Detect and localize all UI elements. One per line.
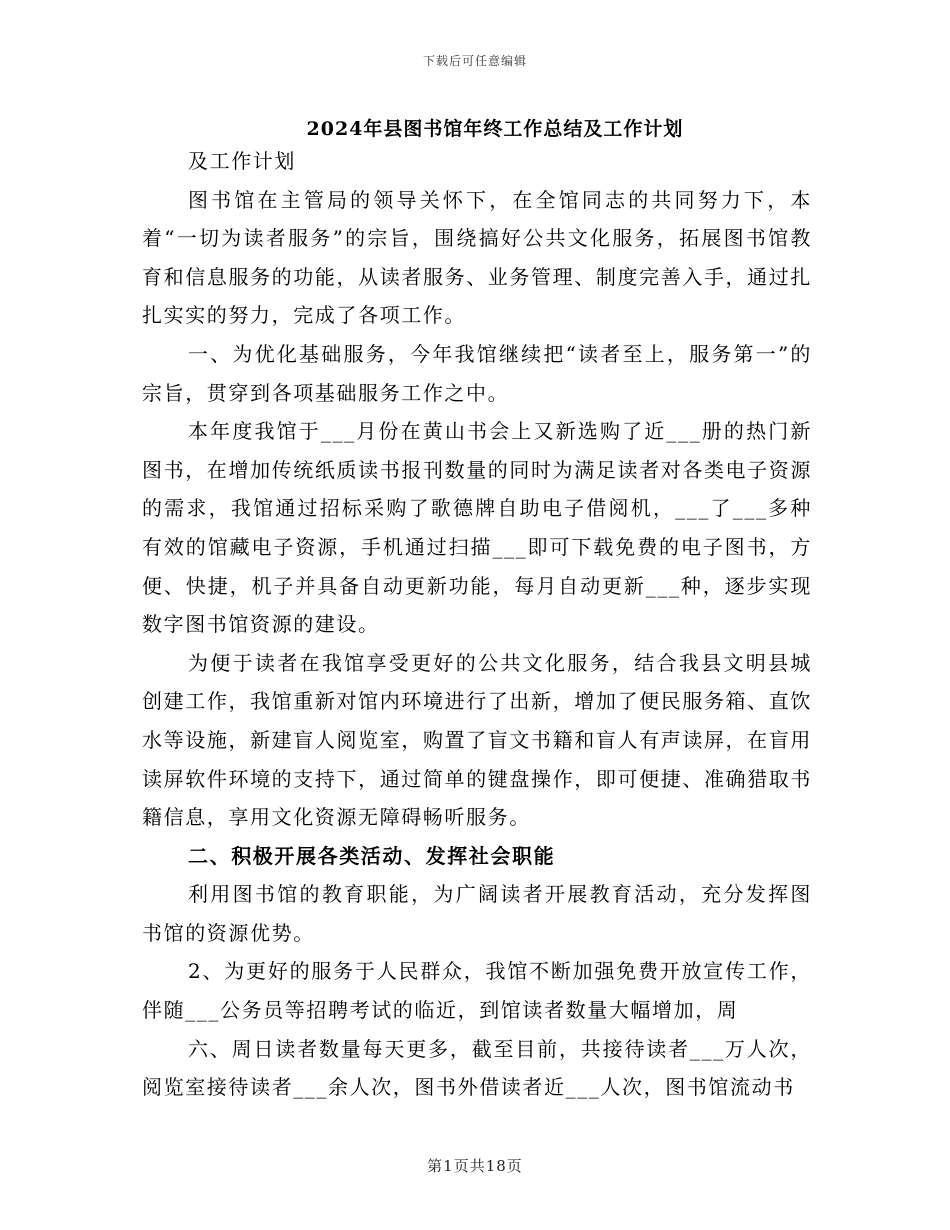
paragraph: 为便于读者在我馆享受更好的公共文化服务，结合我县文明县城创建工作，我馆重新对馆内环境进行了出新，增加了便民服务箱、直饮水等设施，新建盲人阅览室，购置了盲文书籍和盲人有声读屏，在盲用读屏软件环境的支持下，通过简单的键盘操作，即可便捷、准确猎取书籍信息，享用文化资源无障碍畅听服务。 (142, 650, 812, 830)
paragraph: 本年度我馆于___月份在黄山书会上又新选购了近___册的热门新图书，在增加传统纸质读书报刊数量的同时为满足读者对各类电子资源的需求，我馆通过招标采购了歌德牌自助电子借阅机，___了___多种有效的馆藏电子资源，手机通过扫描___即可下载免费的电子图书，方便、快捷，机子并具备自动更新功能，每月自动更新___种，逐步实现数字图书馆资源的建设。 (142, 419, 812, 637)
document-body (142, 142, 812, 1107)
paragraph: 利用图书馆的教育职能，为广阔读者开展教育活动，充分发挥图书馆的资源优势。 (142, 882, 812, 945)
header-note: 下载后可任意编辑 (422, 54, 527, 68)
paragraph: 2、为更好的服务于人民群众，我馆不断加强免费开放宣传工作，伴随___公务员等招聘考试的临近，到馆读者数量大幅增加，周 (142, 959, 812, 1023)
section-heading: 二、积极开展各类活动、发挥社会职能 (188, 843, 556, 868)
paragraph: 一、为优化基础服务，今年我馆继续把“读者至上，服务第一”的宗旨，贯穿到各项基础服务工作之中。 (142, 341, 812, 405)
paragraph-subtitle: 及工作计划 (188, 149, 296, 173)
page-footer: 第1页共18页 (427, 1157, 523, 1175)
paragraph: 六、周日读者数量每天更多，截至目前，共接待读者___万人次，阅览室接待读者___余人次，图书外借读者近___人次，图书馆流动书 (142, 1036, 812, 1100)
document-title: 2024年县图书馆年终工作总结及工作计划 (306, 118, 684, 140)
paragraph: 图书馆在主管局的领导关怀下，在全馆同志的共同努力下，本着“一切为读者服务”的宗旨，围绕搞好公共文化服务，拓展图书馆教育和信息服务的功能，从读者服务、业务管理、制度完善入手，通过扎扎实实的努力，完成了各项工作。 (142, 187, 812, 328)
